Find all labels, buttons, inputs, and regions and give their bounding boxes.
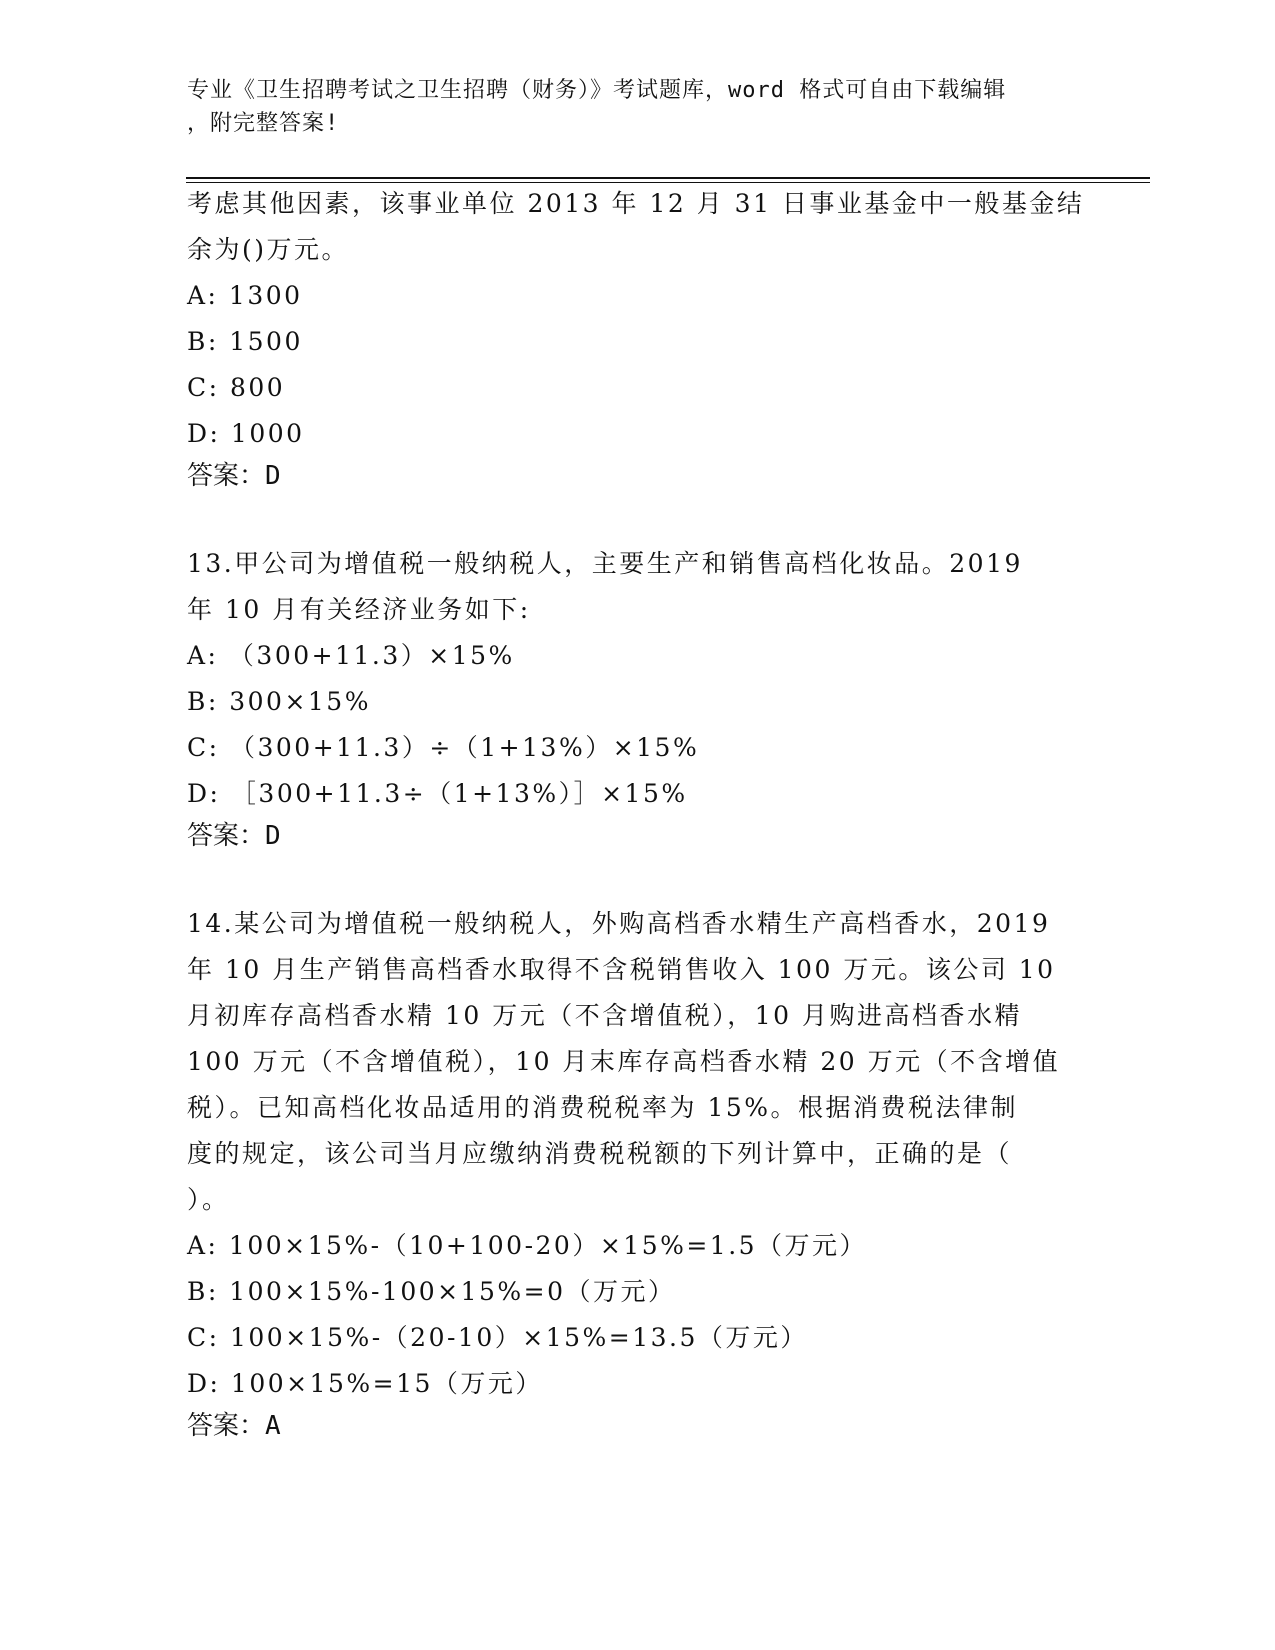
option-d: D: 100×15%=15（万元） [187,1369,543,1398]
question-12 [187,181,1084,457]
question-13 [187,541,1023,817]
question-stem-line: 月初库存高档香水精 10 万元（不含增值税），10 月购进高档香水精 [187,1001,1022,1030]
question-14 [187,901,1060,1407]
option-c: C: 800 [187,373,286,402]
document-header [187,74,1067,140]
question-stem-line: 余为()万元。 [187,235,350,264]
option-b: B: 1500 [187,327,303,356]
answer-12: 答案：D [187,461,281,491]
question-stem-line: 税）。已知高档化妆品适用的消费税税率为 15%。根据消费税法律制 [187,1093,1019,1122]
option-b: B: 100×15%-100×15%=0（万元） [187,1277,676,1306]
option-a: A: 1300 [187,281,303,310]
question-stem-line: 度的规定，该公司当月应缴纳消费税税额的下列计算中，正确的是（ [187,1139,1013,1168]
answer-13: 答案：D [187,821,281,851]
option-a: A: 100×15%-（10+100-20）×15%=1.5（万元） [187,1231,868,1260]
question-stem-line: 13.甲公司为增值税一般纳税人，主要生产和销售高档化妆品。2019 [187,549,1023,578]
option-d: D: 1000 [187,419,305,448]
header-title-line-1: 专业《卫生招聘考试之卫生招聘（财务）》考试题库，word 格式可自由下载编辑 [187,78,1007,103]
header-divider-thick [186,177,1150,179]
question-stem-line: 年 10 月有关经济业务如下: [187,595,531,624]
option-d: D: ［300+11.3÷（1+13%）］×15% [187,779,688,808]
question-stem-line: 14.某公司为增值税一般纳税人，外购高档香水精生产高档香水，2019 [187,909,1051,938]
answer-14: 答案：A [187,1411,281,1441]
question-stem-line: ）。 [187,1185,230,1214]
question-stem-line: 考虑其他因素，该事业单位 2013 年 12 月 31 日事业基金中一般基金结 [187,189,1085,218]
option-b: B: 300×15% [187,687,371,716]
option-a: A: （300+11.3）×15% [187,641,515,670]
question-stem-line: 年 10 月生产销售高档香水取得不含税销售收入 100 万元。该公司 10 [187,955,1056,984]
header-title-line-2: ，附完整答案! [187,111,340,136]
option-c: C: 100×15%-（20-10）×15%=13.5（万元） [187,1323,808,1352]
question-stem-line: 100 万元（不含增值税），10 月末库存高档香水精 20 万元（不含增值 [187,1047,1061,1076]
option-c: C: （300+11.3）÷（1+13%）×15% [187,733,700,762]
